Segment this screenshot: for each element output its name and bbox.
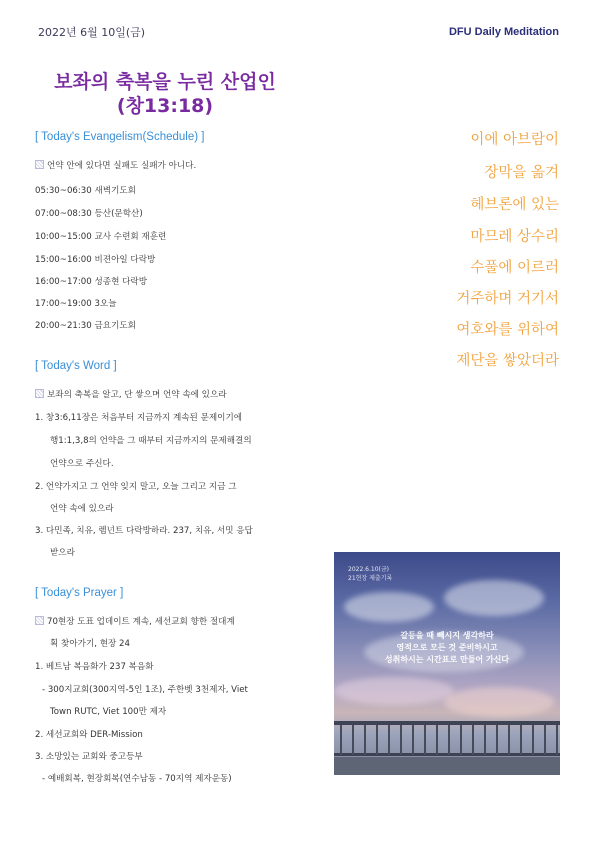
schedule-item: 10:00~15:00 교사 수련회 재훈련 [35, 232, 167, 242]
evangelism-intro: 언약 안에 있다면 실패도 실패가 아니다. [35, 159, 196, 171]
prayer-line: - 300지교회(300지역-5인 1조), 주한벳 3천제자, Viet [42, 685, 248, 695]
word-line: 3. 다민족, 치유, 렘넌트 다락방하라. 237, 치유, 서밋 응답 [35, 526, 253, 536]
word-line: 받으라 [50, 548, 75, 558]
sky-photo [334, 552, 560, 775]
verse-line: 마므레 상수리 [470, 229, 559, 245]
hatch-marker-icon [35, 616, 44, 625]
verse-line: 제단을 쌓았더라 [456, 353, 559, 369]
prayer-heading: [ Today's Prayer ] [35, 587, 124, 599]
word-line: 언약 속에 있으라 [50, 504, 114, 514]
word-heading: [ Today's Word ] [35, 360, 117, 372]
prayer-line: - 예배회복, 현장회복(연수남동 - 70지역 제자운동) [42, 774, 232, 784]
railing-image [334, 713, 560, 775]
brand-title: DFU Daily Meditation [448, 26, 559, 38]
hatch-marker-icon [35, 389, 44, 398]
word-intro: 보좌의 축복을 알고, 단 쌓으며 언약 속에 있으라 [35, 388, 227, 400]
verse-line: 거주하며 거기서 [456, 291, 559, 307]
page-title [0, 70, 330, 118]
schedule-item: 07:00~08:30 등산(문학산) [35, 209, 143, 219]
schedule-item: 20:00~21:30 금요기도회 [35, 321, 136, 331]
title-line-2: (창13:18) [116, 95, 214, 117]
evangelism-heading: [ Today's Evangelism(Schedule) ] [35, 131, 205, 143]
photo-note: 21현장 제출기록 [348, 575, 393, 582]
prayer-line: 1. 베트남 복음화가 237 복음화 [35, 662, 154, 672]
word-line: 언약으로 주신다. [50, 459, 114, 469]
schedule-item: 17:00~19:00 3오늘 [35, 299, 117, 309]
prayer-line: Town RUTC, Viet 100만 제자 [50, 707, 167, 717]
prayer-line: 3. 소망있는 교회와 중고등부 [35, 752, 143, 762]
word-line: 2. 언약가지고 그 언약 잊지 말고, 오늘 그리고 지금 그 [35, 482, 237, 492]
photo-caption-line: 갈등을 때 빼시지 생각하라 [400, 631, 494, 640]
word-line: 행1:1,3,8의 언약을 그 때부터 지금까지의 문제해결의 [50, 436, 252, 446]
schedule-item: 16:00~17:00 성종현 다락방 [35, 277, 148, 287]
photo-caption-line: 성취하시는 시간표로 만들어 가신다 [384, 655, 510, 664]
title-line-1: 보좌의 축복을 누린 산업인 [54, 71, 276, 93]
photo-date: 2022.6.10(금) [348, 566, 390, 573]
verse-line: 헤브론에 있는 [470, 197, 559, 213]
photo-caption-line: 영적으로 모든 것 준비하시고 [396, 643, 498, 652]
verse-line: 수풀에 이르러 [470, 260, 559, 276]
hatch-marker-icon [35, 160, 44, 169]
prayer-line: 획 찾아가기, 현장 24 [50, 639, 130, 649]
word-line: 1. 창3:6,11장은 처음부터 지금까지 계속된 문제이기에 [35, 413, 243, 423]
schedule-item: 15:00~16:00 비젼아일 다락방 [35, 255, 156, 265]
verse-line: 여호와를 위하여 [456, 322, 559, 338]
date: 2022년 6월 10일(금) [38, 26, 146, 39]
schedule-item: 05:30~06:30 새벽기도회 [35, 186, 136, 196]
verse-line: 장막을 옮겨 [484, 165, 559, 181]
prayer-intro: 70현장 도표 업데이트 계속, 세선교회 향한 절대계 [35, 615, 235, 627]
verse-line: 이에 아브람이 [470, 132, 559, 148]
prayer-line: 2. 세선교회와 DER-Mission [35, 730, 143, 740]
